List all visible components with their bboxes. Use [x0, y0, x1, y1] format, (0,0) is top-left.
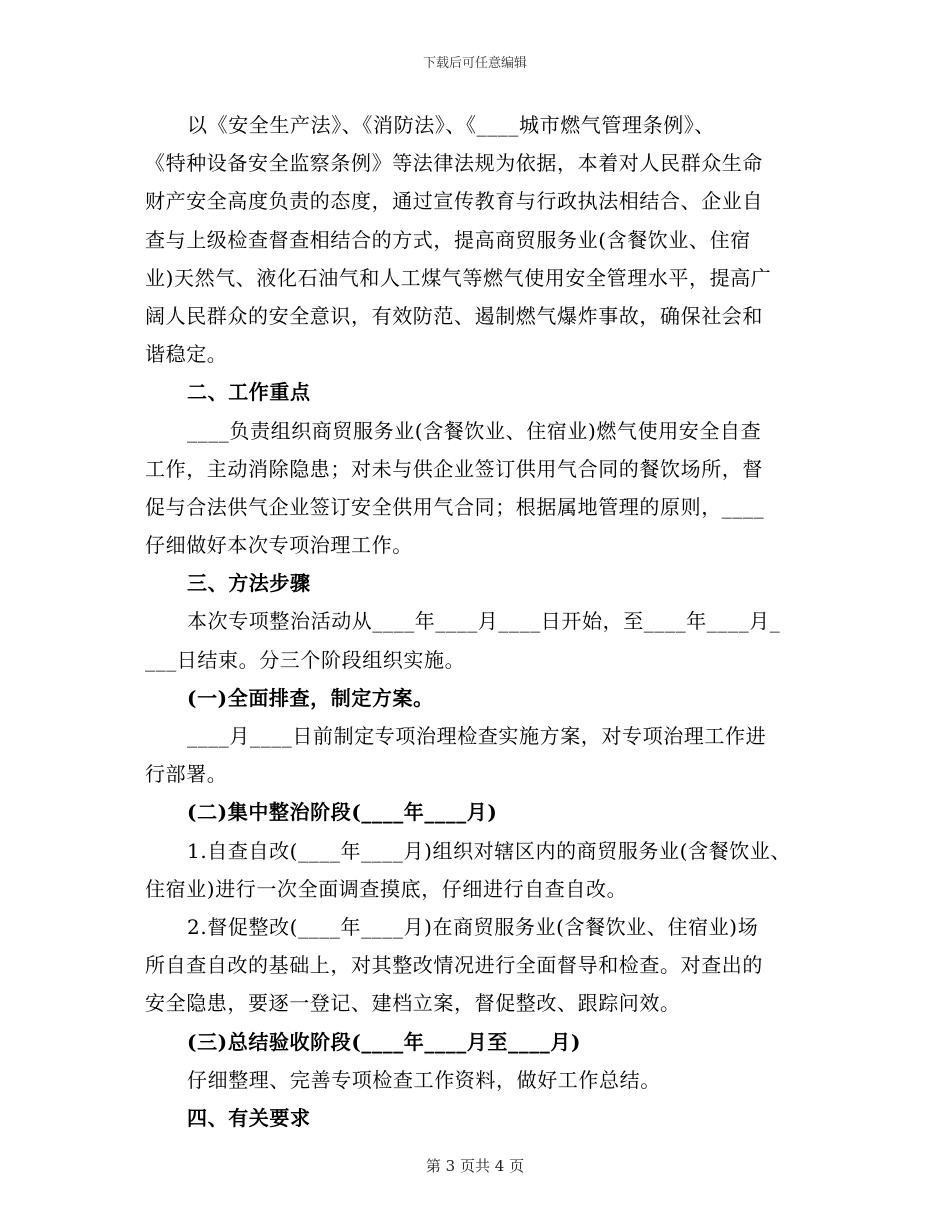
text-line: 以《安全生产法》、《消防法》、《____城市燃气管理条例》、	[187, 113, 715, 137]
page-footer: 第 3 页共 4 页	[425, 1157, 525, 1175]
text-line: ___日结束。分三个阶段组织实施。	[145, 647, 466, 672]
text-line: 谐稳定。	[145, 342, 228, 367]
section-heading: (一)全面排查，制定方案。	[187, 685, 434, 710]
text-line: 工作，主动消除隐患；对未与供企业签订供用气合同的餐饮场所，督	[145, 456, 763, 481]
text-line: 阔人民群众的安全意识，有效防范、遏制燃气爆炸事故，确保社会和	[145, 303, 763, 328]
text-line: 仔细做好本次专项治理工作。	[145, 533, 413, 558]
text-line: 《特种设备安全监察条例》等法律法规为依据，本着对人民群众生命	[145, 151, 763, 176]
section-heading: (三)总结验收阶段(____年____月至____月)	[187, 1029, 582, 1054]
section-heading: 四、有关要求	[187, 1105, 311, 1130]
text-line: 1.自查自改(____年____月)组织对辖区内的商贸服务业(含餐饮业、	[187, 838, 792, 863]
text-line: 安全隐患，要逐一登记、建档立案，督促整改、跟踪问效。	[145, 991, 681, 1016]
text-line: 所自查自改的基础上，对其整改情况进行全面督导和检查。对查出的	[145, 953, 763, 978]
text-line: 业)天然气、液化石油气和人工煤气等燃气使用安全管理水平，提高广	[145, 265, 772, 290]
text-line: 本次专项整治活动从____年____月____日开始，至____年____月_	[187, 609, 781, 634]
text-line: 促与合法供气企业签订安全供用气合同；根据属地管理的原则，____	[145, 494, 765, 519]
text-line: 仔细整理、完善专项检查工作资料，做好工作总结。	[187, 1067, 661, 1092]
text-line: 2.督促整改(____年____月)在商贸服务业(含餐饮业、住宿业)场	[187, 914, 759, 939]
page-header: 下载后可任意编辑	[422, 56, 527, 71]
section-heading: (二)集中整治阶段(____年____月)	[187, 800, 498, 825]
section-heading: 三、方法步骤	[187, 571, 311, 596]
text-line: 住宿业)进行一次全面调查摸底，仔细进行自查自改。	[145, 876, 628, 901]
text-line: ____负责组织商贸服务业(含餐饮业、住宿业)燃气使用安全自查	[187, 418, 762, 443]
text-line: 行部署。	[145, 762, 228, 787]
document-body	[145, 106, 810, 1137]
section-heading: 二、工作重点	[187, 380, 311, 405]
text-line: 查与上级检查督查相结合的方式，提高商贸服务业(含餐饮业、住宿	[145, 227, 751, 252]
text-line: 财产安全高度负责的态度，通过宣传教育与行政执法相结合、企业自	[145, 189, 763, 214]
text-line: ____月____日前制定专项治理检查实施方案，对专项治理工作进	[187, 724, 767, 748]
